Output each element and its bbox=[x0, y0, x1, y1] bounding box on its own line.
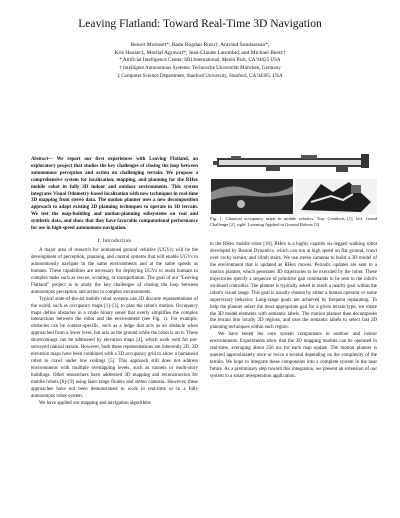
intro-paragraph-1: A major area of research for unmanned ground vehicles (UGVs) will be the development of perception, planning, and control systems that will enable UGVs to autonomously navigate in the same environments and at the same speeds as humans. These capabilities are necessary for deploying UGVs to assist humans in complex tasks such as rescue, scouting, or transportation. The goal of our "Leaving Flatland" project is to study the key challenges of closing the loop between autonomous perception and action in complex environments. bbox=[31, 247, 198, 295]
author-line-1: Benoit Morisset*, Radu Bogdan Rusu†, Aravind Sundaresan*, bbox=[130, 42, 270, 48]
centibots-map-room-1 bbox=[231, 156, 241, 159]
affiliation-line-3: ‡ Computer Science Department, Stanford University, Stanford, CA 94305, USA bbox=[117, 72, 283, 79]
affiliation-line-2: † Intelligent Autonomous Systems, Technische Universität München, Germany bbox=[119, 65, 281, 72]
intro-paragraph-2: Typical state-of-the-art mobile robot systems use 2D discrete representations of the world, such as occupancy maps [1]–[3], to plan the robot's motion. Occupancy maps define obstacles in a crude binary sense that overly simplifies the complex interactions between the robot and the environment (see Fig. 1). For example, obstacles can be context-specific, such as a ledge that acts as an obstacle when approached from a lower level, but acts as the ground while the robot is on it. These shortcomings can be addressed by elevation maps [4], which work well for pre-surveyed natural terrain. However, both these representations are inherently 2D. 2D elevation maps have been combined with a 3D occupancy grid to allow a humanoid robot to crawl under low ceilings [5]. This approach still does not address environments with multiple overlapping levels, such as tunnels or multi-story buildings. Other researchers have addressed 3D mapping and reconstruction for mobile robots [6]–[9] using laser range finders and stereo cameras. However, these approaches have not been demonstrated to work in real-time or in a fully autonomous robot system. bbox=[31, 296, 198, 399]
intro-paragraph-4: to the RHex mobile robot [10]. RHex is a highly capable six-legged walking robot developed by Boston Dynamics, which can run at high speed on flat ground, crawl over rocky terrain, and climb stairs. We use stereo cameras to build a 3D model of the environment that is updated as RHex moves. Periodic updates are sent to a motion planner, which generates 3D trajectories to be executed by the robot. These trajectories specify a sequence of primitive gait commands to be sent to the robot's on-board controller. The planner is typically asked to reach a nearby goal within the robot's visual range. This goal is usually chosen by either a human operator or some supervisory behavior. Long-range goals are achieved by frequent replanning. To help the planner select the most appropriate gait for a given terrain type, we rotate the 3D model elements with semantic labels. The motion planner then decomposes the terrain into locally 2D regions, and uses the semantic labels to select fast 2D planning techniques within each region. bbox=[210, 242, 377, 331]
figure-occupancy-maps bbox=[211, 152, 377, 214]
centibots-map-room-5 bbox=[361, 154, 369, 168]
section-heading-introduction: I. Introduction bbox=[97, 237, 132, 244]
abstract bbox=[31, 157, 198, 233]
abstract-label: Abstract bbox=[31, 157, 49, 162]
abstract-text: — We report our first experiences with Leaving Flatland, an exploratory project that studies the key challenges of closing the loop between autonomous perception and action on challenging terrain. We propose a comprehensive system for localization, mapping, and planning for the RHex mobile robot in fully 3D indoor and outdoor environments. This system integrates Visual Odometry-based localization with new techniques in real-time 3D mapping from stereo data. The motion planner uses a new decomposition approach to adapt existing 2D planning techniques to operate in 3D terrain. We test the map-building and motion-planning subsystems on real and synthetic data, and show that they have favorable computational performance for use in high-speed autonomous navigation. bbox=[31, 157, 198, 232]
centibots-map-floor bbox=[219, 160, 365, 165]
centibots-map-room-2 bbox=[266, 166, 280, 171]
paper-title: Leaving Flatland: Toward Real-Time 3D Navigation bbox=[78, 17, 322, 30]
figure-caption: Fig. 1. Classical occupancy maps in mobile robotics. Top: Centibots [1], left: Grand Challenge [2], right: Learning Applied to Ground Robots [3]. bbox=[210, 216, 377, 227]
right-column bbox=[210, 242, 377, 381]
intro-paragraph-5: We have tested the core system components in outdoor and indoor environments. Experiments show that the 3D mapping module can be operated in real-time, averaging about 250 ms for each map update. The motion planner is queried approximately once or twice a second depending on the complexity of the terrain. We hope to integrate these components into a complete system in the near future. As a preliminary step toward this integration, we present an extension of our system to a smart teleoperation application. bbox=[210, 332, 377, 380]
centibots-map-room-6 bbox=[213, 161, 219, 165]
centibots-map-room-4 bbox=[336, 166, 348, 172]
intro-paragraph-3: We have applied our mapping and navigation algorithms bbox=[39, 400, 151, 406]
grand-challenge-obstacle bbox=[237, 200, 245, 208]
left-column bbox=[31, 157, 198, 408]
author-block bbox=[20, 42, 380, 81]
affiliation-line-1: * Artificial Intelligence Center, SRI International, Menlo Park, CA 94025 USA bbox=[119, 57, 281, 64]
centibots-map-room-3 bbox=[301, 155, 317, 159]
author-line-2: Kris Hauser‡, Motilal Agrawal*, Jean-Claude Latombe‡ and Michael Beetz† bbox=[114, 49, 286, 56]
lagr-cell-block bbox=[351, 185, 361, 193]
